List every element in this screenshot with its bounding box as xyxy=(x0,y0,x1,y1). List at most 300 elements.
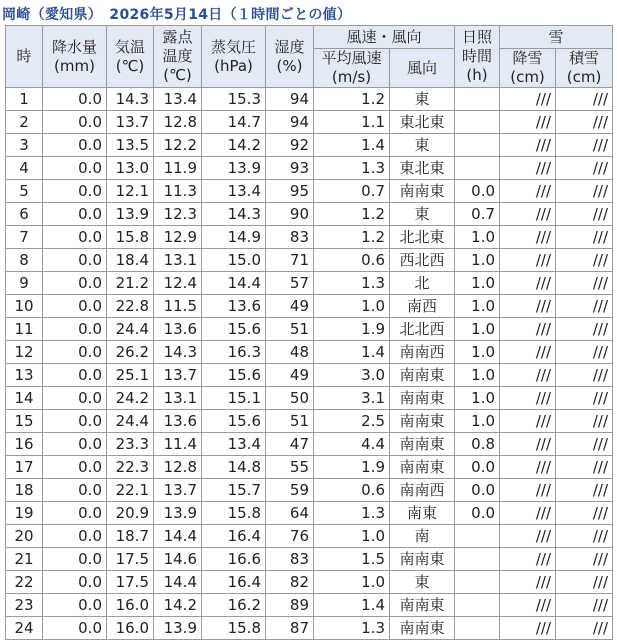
cell-wind-speed: 1.9 xyxy=(314,456,390,479)
header-snow-group: 雪 xyxy=(500,26,613,49)
cell-snowfall: /// xyxy=(500,157,556,180)
cell-snowfall: /// xyxy=(500,226,556,249)
cell-temperature: 13.0 xyxy=(107,157,154,180)
cell-temperature: 17.5 xyxy=(107,548,154,571)
cell-humidity: 87 xyxy=(266,617,314,640)
table-row xyxy=(6,456,613,479)
cell-precipitation: 0.0 xyxy=(43,203,107,226)
table-row xyxy=(6,525,613,548)
table-row xyxy=(6,479,613,502)
cell-temperature: 13.5 xyxy=(107,134,154,157)
cell-wind-speed: 1.2 xyxy=(314,226,390,249)
cell-wind-direction: 東 xyxy=(390,203,455,226)
cell-dew-point: 11.4 xyxy=(154,433,202,456)
header-vapor-pressure-label: 蒸気圧 xyxy=(210,37,256,56)
cell-dew-point: 12.2 xyxy=(154,134,202,157)
cell-temperature: 22.8 xyxy=(107,295,154,318)
cell-humidity: 89 xyxy=(266,594,314,617)
cell-snow-depth: /// xyxy=(556,617,613,640)
cell-vapor-pressure: 16.3 xyxy=(202,341,266,364)
cell-snow-depth: /// xyxy=(556,479,613,502)
cell-dew-point: 11.3 xyxy=(154,180,202,203)
table-row xyxy=(6,548,613,571)
cell-hour: 14 xyxy=(6,387,43,410)
header-dew-point-unit: (℃) xyxy=(163,66,192,84)
cell-sunshine xyxy=(455,157,500,180)
cell-wind-speed: 1.3 xyxy=(314,502,390,525)
cell-hour: 4 xyxy=(6,157,43,180)
cell-wind-speed: 0.6 xyxy=(314,479,390,502)
cell-temperature: 22.1 xyxy=(107,479,154,502)
cell-wind-direction: 南南西 xyxy=(390,341,455,364)
cell-sunshine xyxy=(455,617,500,640)
table-row xyxy=(6,111,613,134)
cell-wind-direction: 南南東 xyxy=(390,364,455,387)
cell-wind-direction: 南南東 xyxy=(390,594,455,617)
cell-dew-point: 11.5 xyxy=(154,295,202,318)
table-header xyxy=(6,26,613,88)
cell-hour: 19 xyxy=(6,502,43,525)
cell-snow-depth: /// xyxy=(556,502,613,525)
cell-snowfall: /// xyxy=(500,295,556,318)
cell-precipitation: 0.0 xyxy=(43,157,107,180)
cell-snowfall: /// xyxy=(500,433,556,456)
cell-snowfall: /// xyxy=(500,456,556,479)
cell-humidity: 59 xyxy=(266,479,314,502)
cell-snowfall: /// xyxy=(500,364,556,387)
cell-humidity: 90 xyxy=(266,203,314,226)
cell-wind-direction: 南南東 xyxy=(390,180,455,203)
cell-wind-direction: 東 xyxy=(390,134,455,157)
header-snow-depth-unit: (cm) xyxy=(566,68,602,86)
cell-snowfall: /// xyxy=(500,479,556,502)
cell-wind-direction: 北北東 xyxy=(390,226,455,249)
cell-humidity: 93 xyxy=(266,157,314,180)
cell-snow-depth: /// xyxy=(556,272,613,295)
cell-dew-point: 13.4 xyxy=(154,88,202,111)
cell-sunshine xyxy=(455,111,500,134)
cell-vapor-pressure: 15.3 xyxy=(202,88,266,111)
cell-wind-speed: 3.1 xyxy=(314,387,390,410)
cell-sunshine xyxy=(455,548,500,571)
cell-temperature: 17.5 xyxy=(107,571,154,594)
cell-snowfall: /// xyxy=(500,571,556,594)
cell-sunshine: 0.0 xyxy=(455,502,500,525)
cell-sunshine: 0.0 xyxy=(455,180,500,203)
table-row xyxy=(6,157,613,180)
cell-snowfall: /// xyxy=(500,387,556,410)
cell-vapor-pressure: 16.4 xyxy=(202,571,266,594)
header-wind-group: 風速・風向 xyxy=(314,26,455,49)
table-row xyxy=(6,226,613,249)
cell-vapor-pressure: 14.7 xyxy=(202,111,266,134)
cell-dew-point: 13.7 xyxy=(154,479,202,502)
header-snowfall-label: 降雪 xyxy=(512,49,543,67)
cell-wind-speed: 1.4 xyxy=(314,134,390,157)
cell-temperature: 16.0 xyxy=(107,594,154,617)
cell-precipitation: 0.0 xyxy=(43,594,107,617)
cell-precipitation: 0.0 xyxy=(43,525,107,548)
header-sunshine xyxy=(455,26,500,88)
header-dew-point xyxy=(154,26,202,88)
cell-dew-point: 14.4 xyxy=(154,525,202,548)
cell-wind-direction: 東北東 xyxy=(390,111,455,134)
cell-precipitation: 0.0 xyxy=(43,502,107,525)
table-row xyxy=(6,387,613,410)
cell-hour: 6 xyxy=(6,203,43,226)
cell-dew-point: 14.3 xyxy=(154,341,202,364)
cell-wind-speed: 1.0 xyxy=(314,295,390,318)
cell-wind-direction: 北北西 xyxy=(390,318,455,341)
cell-sunshine: 0.0 xyxy=(455,479,500,502)
cell-snow-depth: /// xyxy=(556,226,613,249)
cell-sunshine: 1.0 xyxy=(455,364,500,387)
cell-snow-depth: /// xyxy=(556,548,613,571)
header-snowfall xyxy=(500,49,556,88)
cell-wind-speed: 1.3 xyxy=(314,157,390,180)
cell-wind-speed: 3.0 xyxy=(314,364,390,387)
cell-humidity: 76 xyxy=(266,525,314,548)
cell-vapor-pressure: 13.4 xyxy=(202,180,266,203)
cell-hour: 8 xyxy=(6,249,43,272)
cell-hour: 3 xyxy=(6,134,43,157)
cell-humidity: 51 xyxy=(266,410,314,433)
cell-temperature: 24.2 xyxy=(107,387,154,410)
cell-vapor-pressure: 16.4 xyxy=(202,525,266,548)
cell-vapor-pressure: 14.2 xyxy=(202,134,266,157)
cell-snow-depth: /// xyxy=(556,180,613,203)
header-wind-speed xyxy=(314,49,390,88)
cell-precipitation: 0.0 xyxy=(43,318,107,341)
cell-wind-speed: 1.0 xyxy=(314,571,390,594)
cell-dew-point: 13.6 xyxy=(154,410,202,433)
cell-temperature: 12.1 xyxy=(107,180,154,203)
cell-snow-depth: /// xyxy=(556,594,613,617)
cell-dew-point: 13.1 xyxy=(154,387,202,410)
cell-precipitation: 0.0 xyxy=(43,456,107,479)
cell-hour: 17 xyxy=(6,456,43,479)
table-row xyxy=(6,295,613,318)
cell-vapor-pressure: 14.8 xyxy=(202,456,266,479)
cell-snow-depth: /// xyxy=(556,295,613,318)
cell-hour: 22 xyxy=(6,571,43,594)
cell-snowfall: /// xyxy=(500,272,556,295)
cell-humidity: 51 xyxy=(266,318,314,341)
cell-snow-depth: /// xyxy=(556,571,613,594)
header-wind-speed-label: 平均風速 xyxy=(321,49,382,67)
cell-vapor-pressure: 15.6 xyxy=(202,364,266,387)
cell-humidity: 57 xyxy=(266,272,314,295)
cell-precipitation: 0.0 xyxy=(43,272,107,295)
cell-wind-direction: 南西 xyxy=(390,295,455,318)
cell-snowfall: /// xyxy=(500,502,556,525)
table-row xyxy=(6,617,613,640)
cell-snowfall: /// xyxy=(500,341,556,364)
header-vapor-pressure-unit: (hPa) xyxy=(214,56,253,75)
cell-temperature: 26.2 xyxy=(107,341,154,364)
header-temperature xyxy=(107,26,154,88)
cell-hour: 20 xyxy=(6,525,43,548)
cell-vapor-pressure: 15.0 xyxy=(202,249,266,272)
cell-snowfall: /// xyxy=(500,203,556,226)
cell-precipitation: 0.0 xyxy=(43,433,107,456)
cell-sunshine: 1.0 xyxy=(455,226,500,249)
cell-snow-depth: /// xyxy=(556,157,613,180)
header-precipitation-unit: (mm) xyxy=(54,56,95,75)
header-sunshine-label-2: 時間 xyxy=(462,47,493,65)
cell-sunshine: 1.0 xyxy=(455,272,500,295)
cell-wind-direction: 南南東 xyxy=(390,548,455,571)
cell-vapor-pressure: 15.8 xyxy=(202,502,266,525)
cell-temperature: 18.7 xyxy=(107,525,154,548)
cell-wind-speed: 2.5 xyxy=(314,410,390,433)
cell-humidity: 49 xyxy=(266,364,314,387)
cell-precipitation: 0.0 xyxy=(43,249,107,272)
cell-temperature: 14.3 xyxy=(107,88,154,111)
cell-snow-depth: /// xyxy=(556,318,613,341)
cell-humidity: 64 xyxy=(266,502,314,525)
cell-vapor-pressure: 16.2 xyxy=(202,594,266,617)
cell-wind-speed: 0.7 xyxy=(314,180,390,203)
cell-hour: 7 xyxy=(6,226,43,249)
header-temperature-unit: (℃) xyxy=(115,56,145,75)
header-wind-speed-unit: (m/s) xyxy=(331,68,372,86)
cell-humidity: 95 xyxy=(266,180,314,203)
cell-humidity: 47 xyxy=(266,433,314,456)
cell-hour: 18 xyxy=(6,479,43,502)
cell-wind-direction: 南南東 xyxy=(390,617,455,640)
header-sunshine-unit: (h) xyxy=(466,66,488,84)
cell-hour: 11 xyxy=(6,318,43,341)
cell-dew-point: 14.4 xyxy=(154,571,202,594)
cell-wind-direction: 東 xyxy=(390,571,455,594)
cell-sunshine: 0.8 xyxy=(455,433,500,456)
cell-wind-speed: 1.2 xyxy=(314,203,390,226)
cell-wind-direction: 西北西 xyxy=(390,249,455,272)
cell-humidity: 48 xyxy=(266,341,314,364)
cell-precipitation: 0.0 xyxy=(43,295,107,318)
cell-hour: 10 xyxy=(6,295,43,318)
table-row xyxy=(6,410,613,433)
cell-sunshine: 1.0 xyxy=(455,387,500,410)
cell-sunshine: 0.0 xyxy=(455,456,500,479)
cell-dew-point: 13.9 xyxy=(154,617,202,640)
cell-temperature: 24.4 xyxy=(107,410,154,433)
cell-hour: 5 xyxy=(6,180,43,203)
header-humidity xyxy=(266,26,314,88)
cell-temperature: 21.2 xyxy=(107,272,154,295)
cell-humidity: 83 xyxy=(266,226,314,249)
header-precipitation-label: 降水量 xyxy=(51,37,97,56)
cell-snow-depth: /// xyxy=(556,433,613,456)
cell-snowfall: /// xyxy=(500,88,556,111)
cell-temperature: 16.0 xyxy=(107,617,154,640)
cell-temperature: 23.3 xyxy=(107,433,154,456)
cell-snow-depth: /// xyxy=(556,111,613,134)
cell-hour: 21 xyxy=(6,548,43,571)
cell-humidity: 71 xyxy=(266,249,314,272)
cell-vapor-pressure: 15.6 xyxy=(202,410,266,433)
table-row xyxy=(6,272,613,295)
cell-precipitation: 0.0 xyxy=(43,387,107,410)
cell-dew-point: 13.7 xyxy=(154,364,202,387)
cell-wind-direction: 南東 xyxy=(390,502,455,525)
cell-wind-direction: 南南東 xyxy=(390,410,455,433)
cell-snow-depth: /// xyxy=(556,456,613,479)
cell-precipitation: 0.0 xyxy=(43,548,107,571)
cell-precipitation: 0.0 xyxy=(43,479,107,502)
header-hour: 時 xyxy=(6,26,43,88)
cell-humidity: 82 xyxy=(266,571,314,594)
cell-wind-speed: 1.3 xyxy=(314,617,390,640)
cell-snowfall: /// xyxy=(500,318,556,341)
cell-precipitation: 0.0 xyxy=(43,134,107,157)
cell-sunshine: 1.0 xyxy=(455,249,500,272)
cell-snow-depth: /// xyxy=(556,525,613,548)
table-row xyxy=(6,203,613,226)
cell-temperature: 20.9 xyxy=(107,502,154,525)
cell-sunshine xyxy=(455,134,500,157)
cell-vapor-pressure: 14.3 xyxy=(202,203,266,226)
cell-hour: 2 xyxy=(6,111,43,134)
table-body xyxy=(6,88,613,640)
cell-snowfall: /// xyxy=(500,249,556,272)
cell-dew-point: 12.8 xyxy=(154,111,202,134)
cell-snowfall: /// xyxy=(500,525,556,548)
cell-hour: 13 xyxy=(6,364,43,387)
cell-sunshine xyxy=(455,525,500,548)
cell-temperature: 22.3 xyxy=(107,456,154,479)
cell-snow-depth: /// xyxy=(556,249,613,272)
cell-vapor-pressure: 16.6 xyxy=(202,548,266,571)
cell-wind-direction: 南南東 xyxy=(390,387,455,410)
cell-snow-depth: /// xyxy=(556,134,613,157)
header-snow-depth xyxy=(556,49,613,88)
cell-humidity: 55 xyxy=(266,456,314,479)
cell-hour: 9 xyxy=(6,272,43,295)
header-sunshine-label-1: 日照 xyxy=(462,28,493,46)
cell-precipitation: 0.0 xyxy=(43,571,107,594)
table-row xyxy=(6,433,613,456)
cell-precipitation: 0.0 xyxy=(43,111,107,134)
cell-snowfall: /// xyxy=(500,180,556,203)
cell-humidity: 94 xyxy=(266,111,314,134)
cell-hour: 23 xyxy=(6,594,43,617)
cell-humidity: 92 xyxy=(266,134,314,157)
cell-wind-speed: 1.4 xyxy=(314,341,390,364)
cell-wind-direction: 東 xyxy=(390,88,455,111)
cell-wind-speed: 1.0 xyxy=(314,525,390,548)
header-snow-depth-label: 積雪 xyxy=(569,49,600,67)
cell-sunshine: 0.7 xyxy=(455,203,500,226)
cell-wind-speed: 1.1 xyxy=(314,111,390,134)
cell-hour: 15 xyxy=(6,410,43,433)
cell-sunshine xyxy=(455,88,500,111)
header-humidity-unit: (%) xyxy=(276,56,303,75)
cell-snowfall: /// xyxy=(500,617,556,640)
cell-snowfall: /// xyxy=(500,594,556,617)
hourly-observation-table xyxy=(5,25,613,640)
cell-wind-speed: 4.4 xyxy=(314,433,390,456)
cell-wind-speed: 1.9 xyxy=(314,318,390,341)
cell-snow-depth: /// xyxy=(556,364,613,387)
cell-sunshine: 1.0 xyxy=(455,295,500,318)
table-row xyxy=(6,134,613,157)
cell-wind-speed: 1.3 xyxy=(314,272,390,295)
page-title: 岡崎（愛知県） 2026年5月14日（１時間ごとの値） xyxy=(2,7,352,23)
cell-precipitation: 0.0 xyxy=(43,226,107,249)
table-row xyxy=(6,364,613,387)
table-row xyxy=(6,341,613,364)
cell-vapor-pressure: 13.4 xyxy=(202,433,266,456)
table-row xyxy=(6,249,613,272)
header-dew-point-label-1: 露点 xyxy=(162,28,193,46)
cell-hour: 1 xyxy=(6,88,43,111)
cell-sunshine xyxy=(455,594,500,617)
cell-vapor-pressure: 15.6 xyxy=(202,318,266,341)
cell-vapor-pressure: 15.8 xyxy=(202,617,266,640)
cell-dew-point: 14.2 xyxy=(154,594,202,617)
cell-dew-point: 13.9 xyxy=(154,502,202,525)
cell-humidity: 83 xyxy=(266,548,314,571)
cell-snow-depth: /// xyxy=(556,203,613,226)
header-precipitation xyxy=(43,26,107,88)
cell-precipitation: 0.0 xyxy=(43,88,107,111)
cell-humidity: 49 xyxy=(266,295,314,318)
cell-snowfall: /// xyxy=(500,111,556,134)
table-row xyxy=(6,594,613,617)
cell-temperature: 18.4 xyxy=(107,249,154,272)
cell-humidity: 50 xyxy=(266,387,314,410)
header-snowfall-unit: (cm) xyxy=(510,68,545,86)
cell-sunshine: 1.0 xyxy=(455,318,500,341)
cell-precipitation: 0.0 xyxy=(43,410,107,433)
cell-dew-point: 12.3 xyxy=(154,203,202,226)
cell-dew-point: 12.8 xyxy=(154,456,202,479)
cell-dew-point: 13.1 xyxy=(154,249,202,272)
cell-dew-point: 11.9 xyxy=(154,157,202,180)
cell-precipitation: 0.0 xyxy=(43,364,107,387)
cell-temperature: 25.1 xyxy=(107,364,154,387)
table-row xyxy=(6,180,613,203)
cell-temperature: 13.7 xyxy=(107,111,154,134)
cell-sunshine: 1.0 xyxy=(455,410,500,433)
header-humidity-label: 湿度 xyxy=(274,37,305,56)
header-wind-direction: 風向 xyxy=(390,49,455,88)
cell-snowfall: /// xyxy=(500,410,556,433)
cell-snow-depth: /// xyxy=(556,88,613,111)
cell-temperature: 15.8 xyxy=(107,226,154,249)
cell-snow-depth: /// xyxy=(556,341,613,364)
cell-wind-speed: 1.5 xyxy=(314,548,390,571)
cell-snow-depth: /// xyxy=(556,410,613,433)
table-row xyxy=(6,502,613,525)
cell-humidity: 94 xyxy=(266,88,314,111)
cell-temperature: 24.4 xyxy=(107,318,154,341)
cell-dew-point: 13.6 xyxy=(154,318,202,341)
cell-wind-direction: 南 xyxy=(390,525,455,548)
cell-snowfall: /// xyxy=(500,134,556,157)
header-vapor-pressure xyxy=(202,26,266,88)
cell-precipitation: 0.0 xyxy=(43,617,107,640)
cell-vapor-pressure: 13.9 xyxy=(202,157,266,180)
cell-dew-point: 12.9 xyxy=(154,226,202,249)
header-dew-point-label-2: 温度 xyxy=(162,47,193,65)
table-row xyxy=(6,318,613,341)
cell-temperature: 13.9 xyxy=(107,203,154,226)
cell-snowfall: /// xyxy=(500,548,556,571)
cell-hour: 16 xyxy=(6,433,43,456)
